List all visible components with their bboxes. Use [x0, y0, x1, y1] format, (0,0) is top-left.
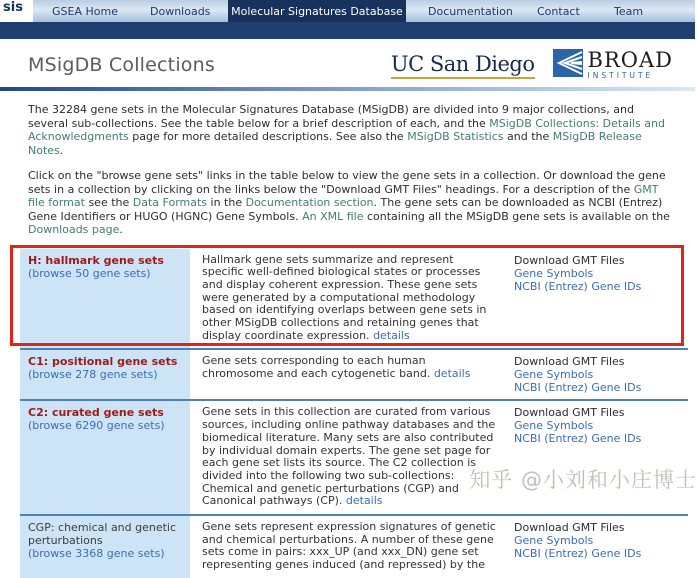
browse-link-c2[interactable]: (browse 6290 gene sets)	[28, 419, 165, 433]
download-gmt-files-label-c1: Download GMT Files	[514, 355, 625, 369]
intro-paragraph-1	[28, 103, 673, 157]
top-nav	[0, 0, 695, 22]
paragraph-text: Gene sets represent expression signatures of genetic and chemical perturbations. A number of these gene sets come in pairs: xxx_UP (and xxx_DN) gene set representing genes induced (and repressed) by the	[202, 520, 496, 572]
collection-description-cgp	[190, 516, 512, 578]
collection-title-cgp: CGP: chemical and genetic perturbations	[28, 521, 177, 548]
collection-name-cell-cgp	[20, 516, 190, 578]
inline-link-msigdb-release-notes[interactable]: MSigDB Release Notes	[28, 130, 642, 157]
browse-link-h[interactable]: (browse 50 gene sets)	[28, 266, 151, 280]
inline-link-msigdb-collections-details-and-acknowledgments[interactable]: MSigDB Collections: Details and Acknowledgments	[28, 116, 665, 143]
collection-title-c2: C2: curated gene sets	[28, 406, 164, 420]
broad-chevron-icon	[553, 49, 583, 81]
collection-row-c1	[20, 348, 688, 399]
download-link-c2-ncbi-entrez-gene-ids[interactable]: NCBI (Entrez) Gene IDs	[514, 432, 642, 446]
inline-link-details[interactable]: details	[345, 494, 383, 508]
paragraph-text: Hallmark gene sets summarize and represent specific well-defined biological states or processes and display coherent expression. These gene sets were generated by a computational methodology based on identifying overlaps between gene sets in other MSigDB collections and retaining genes that display coordinate expression.	[202, 252, 487, 342]
inline-link-msigdb-statistics[interactable]: MSigDB Statistics	[407, 130, 504, 143]
collection-title-h: H: hallmark gene sets	[28, 253, 164, 267]
collection-description-c1	[190, 350, 512, 399]
paragraph-text: Gene sets in this collection are curated from various sources, including online pathway databases and the biomedical literature. Many sets are also contributed by individual domain experts. The gene set page for each gene set lists its source. The C2 collection is divided into the following two sub-collections: Chemical and genetic perturbations (CGP) and Canonical pathways (CP).	[202, 405, 496, 508]
nav-bottom-strip	[0, 22, 695, 39]
nav-tab-downloads[interactable]: Downloads	[150, 5, 211, 18]
download-link-c2-gene-symbols[interactable]: Gene Symbols	[514, 419, 594, 433]
intro-paragraph-2	[28, 169, 673, 237]
download-gmt-files-label-h: Download GMT Files	[514, 253, 625, 267]
inline-link-downloads-page[interactable]: Downloads page	[28, 223, 120, 236]
paragraph-text: containing all the MSigDB gene sets is available on the	[363, 209, 670, 223]
inline-link-gmt-file-format[interactable]: GMT file format	[28, 182, 659, 209]
inline-link-data-formats[interactable]: Data Formats	[132, 196, 208, 209]
download-cell-h	[512, 249, 688, 349]
download-link-cgp-gene-symbols[interactable]: Gene Symbols	[514, 534, 594, 548]
watermark: 知乎 @小刘和小庄博士	[469, 468, 697, 492]
collection-row-cgp	[20, 514, 688, 578]
download-link-c1-gene-symbols[interactable]: Gene Symbols	[514, 368, 594, 382]
broad-institute-logo[interactable]	[553, 49, 673, 81]
collection-description-c2	[190, 401, 512, 514]
collection-description-h	[190, 249, 512, 349]
inline-link-an-xml-file[interactable]: An XML file	[302, 209, 364, 223]
inline-link-details[interactable]: details	[373, 328, 410, 342]
paragraph-text: Gene sets corresponding to each human chromosome and each cytogenetic band.	[202, 354, 434, 381]
browse-link-c1[interactable]: (browse 278 gene sets)	[28, 368, 158, 382]
logo-group	[391, 49, 673, 81]
nav-tab-gsea-home[interactable]: GSEA Home	[52, 5, 118, 18]
download-cell-c1	[512, 350, 688, 399]
nav-tab-team[interactable]: Team	[614, 5, 644, 18]
gsea-logo-fragment: sis	[0, 0, 33, 22]
broad-logo-subtext: INSTITUTE	[587, 71, 654, 81]
paragraph-text: .	[59, 143, 64, 157]
nav-tab-contact[interactable]: Contact	[537, 5, 580, 18]
collection-name-cell-c2	[20, 401, 190, 514]
broad-logo-text: BROAD	[587, 48, 673, 73]
collection-row-c2	[20, 399, 688, 514]
paragraph-text: .	[119, 223, 123, 236]
collection-title-c1: C1: positional gene sets	[28, 355, 178, 369]
download-link-c1-ncbi-entrez-gene-ids[interactable]: NCBI (Entrez) Gene IDs	[514, 381, 642, 395]
paragraph-text: in the	[207, 196, 246, 209]
paragraph-text: page for more detailed descriptions. See also the	[128, 130, 408, 143]
download-cell-c2	[512, 401, 688, 514]
page-header	[0, 39, 695, 87]
browse-link-cgp[interactable]: (browse 3368 gene sets)	[28, 547, 165, 561]
download-gmt-files-label-c2: Download GMT Files	[514, 406, 625, 420]
paragraph-text: . The gene sets can be downloaded as NCBI (Entrez) Gene Identifiers or HUGO (HGNC) Gene Symbols.	[28, 196, 663, 223]
download-link-cgp-ncbi-entrez-gene-ids[interactable]: NCBI (Entrez) Gene IDs	[514, 547, 642, 561]
download-cell-cgp	[512, 516, 688, 578]
download-link-h-gene-symbols[interactable]: Gene Symbols	[514, 266, 594, 280]
collection-name-cell-c1	[20, 350, 190, 399]
paragraph-text: and the	[503, 130, 553, 143]
collection-name-cell-h	[20, 249, 190, 349]
nav-tab-documentation[interactable]: Documentation	[428, 5, 513, 18]
ucsd-logo[interactable]: UC San Diego	[391, 52, 535, 79]
paragraph-text: The 32284 gene sets in the Molecular Signatures Database (MSigDB) are divided into 9 major collections, and several sub-collections. See the table below for a brief description of each, and the	[28, 103, 634, 130]
paragraph-text: Click on the "browse gene sets" links in the table below to view the gene sets in a collection. Or download the gene sets in a collection by clicking on the links below the "Download GMT Files" headings. For a description of the	[28, 169, 666, 196]
collections-table	[20, 249, 688, 578]
download-gmt-files-label-cgp: Download GMT Files	[514, 521, 625, 535]
page-title: MSigDB Collections	[28, 54, 215, 76]
inline-link-documentation-section[interactable]: Documentation section	[245, 196, 374, 209]
inline-link-details[interactable]: details	[433, 367, 471, 381]
collection-row-h	[20, 249, 688, 349]
download-link-h-ncbi-entrez-gene-ids[interactable]: NCBI (Entrez) Gene IDs	[514, 279, 642, 293]
paragraph-text: see the	[84, 196, 133, 209]
header-divider	[0, 87, 695, 91]
nav-tab-molecular-signatures-database[interactable]: Molecular Signatures Database	[228, 0, 406, 22]
